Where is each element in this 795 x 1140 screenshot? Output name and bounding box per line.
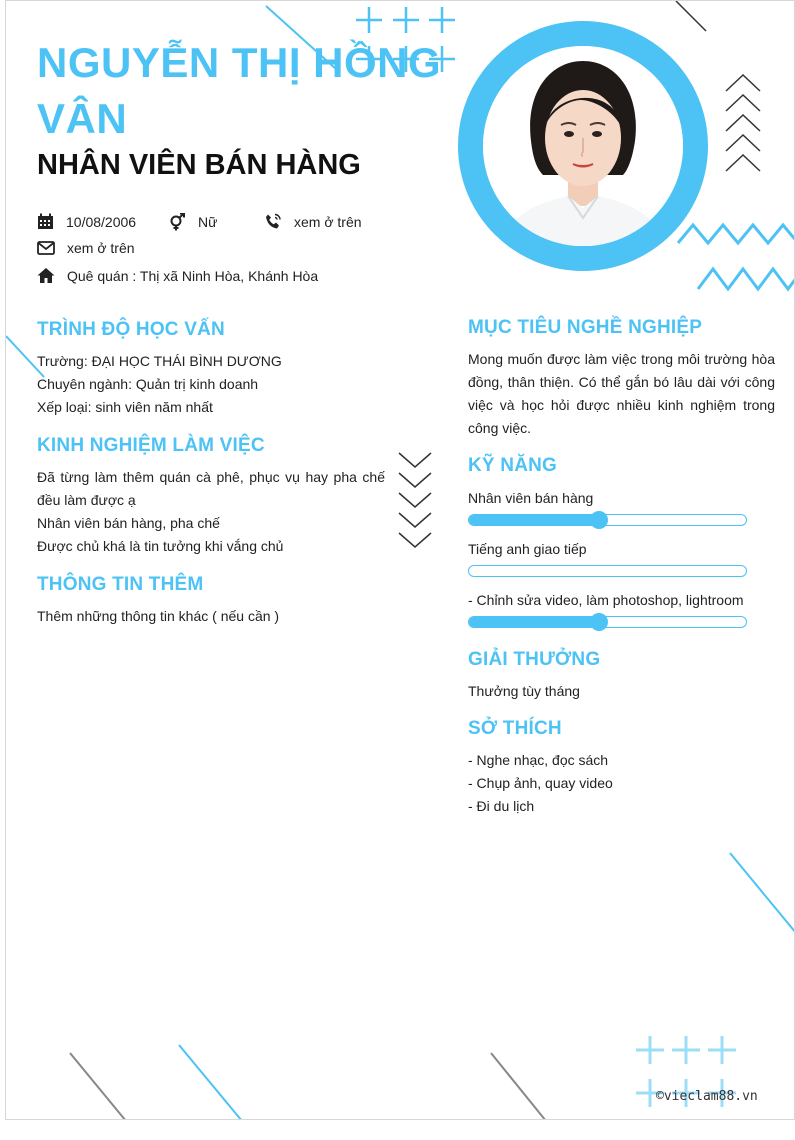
cv-page (5, 0, 795, 1120)
hobby-item: - Nghe nhạc, đọc sách (468, 752, 609, 768)
email-value: xem ở trên (67, 240, 135, 256)
phone-icon (265, 213, 282, 230)
skill-label: - Chỉnh sửa video, làm photoshop, lightroom (468, 592, 744, 608)
experience-paragraph: Đã từng làm thêm quán cà phê, phục vụ hay pha chế đều làm được ạ (37, 469, 385, 508)
gender-value: Nữ (198, 214, 218, 230)
chevron-down-pattern-icon (399, 453, 431, 547)
diagonal-line (70, 1053, 126, 1120)
skill-bar (468, 616, 747, 628)
portrait-photo (483, 46, 683, 246)
phone-row (265, 213, 362, 230)
skill-bar-fill (469, 515, 599, 525)
skill-bar (468, 514, 747, 526)
skill-label: Nhân viên bán hàng (468, 490, 594, 506)
skill-bar-fill (469, 617, 599, 627)
objective-text: Mong muốn được làm việc trong môi trường hòa đồng, thân thiện. Có thể gắn bó lâu dài với công việc và học hỏi được nhiều kinh nghiệm trong công việc. (468, 351, 775, 436)
extra-info-title: THÔNG TIN THÊM (37, 574, 204, 595)
mail-icon (37, 241, 55, 255)
skills-title: KỸ NĂNG (468, 455, 558, 476)
experience-title: KINH NGHIỆM LÀM VIỆC (37, 435, 265, 456)
awards-title: GIẢI THƯỞNG (468, 649, 601, 670)
hobby-item: - Chụp ảnh, quay video (468, 775, 613, 791)
hobbies-title: SỞ THÍCH (468, 718, 562, 739)
gender-icon (169, 213, 186, 231)
hometown-row (37, 267, 318, 284)
zigzag-pattern (678, 225, 795, 289)
birthdate-value: 10/08/2006 (66, 213, 137, 230)
phone-value: xem ở trên (294, 213, 362, 230)
awards-text: Thưởng tùy tháng (468, 683, 580, 699)
home-icon (37, 267, 55, 284)
hobby-item: - Đi du lịch (468, 798, 535, 814)
birthdate-row (37, 213, 136, 230)
education-title: TRÌNH ĐỘ HỌC VẤN (37, 319, 225, 340)
education-line: Trường: ĐẠI HỌC THÁI BÌNH DƯƠNG (37, 353, 282, 369)
diagonal-line (179, 1045, 242, 1120)
gender-row (169, 213, 217, 231)
watermark: ©vieclam88.vn (656, 1089, 758, 1104)
avatar (483, 46, 683, 246)
email-row (37, 240, 135, 256)
skill-label: Tiếng anh giao tiếp (468, 541, 587, 557)
objective-title: MỤC TIÊU NGHỀ NGHIỆP (468, 317, 703, 338)
candidate-name: NGUYỄN THỊ HỒNG VÂN (37, 39, 442, 142)
experience-line: Nhân viên bán hàng, pha chế (37, 515, 220, 531)
diagonal-line (676, 1, 706, 31)
job-title: NHÂN VIÊN BÁN HÀNG (37, 149, 361, 181)
hometown-value: Quê quán : Thị xã Ninh Hòa, Khánh Hòa (67, 267, 319, 284)
extra-info-text: Thêm những thông tin khác ( nếu cần ) (37, 608, 280, 624)
diagonal-line (491, 1053, 546, 1120)
skill-bar (468, 565, 747, 577)
chevron-up-pattern-icon (726, 75, 760, 171)
calendar-icon (37, 213, 54, 230)
experience-line: Được chủ khá là tin tưởng khi vắng chủ (37, 538, 284, 554)
education-line: Chuyên ngành: Quản trị kinh doanh (37, 376, 259, 392)
education-line: Xếp loại: sinh viên năm nhất (37, 399, 213, 415)
diagonal-line (730, 853, 795, 933)
